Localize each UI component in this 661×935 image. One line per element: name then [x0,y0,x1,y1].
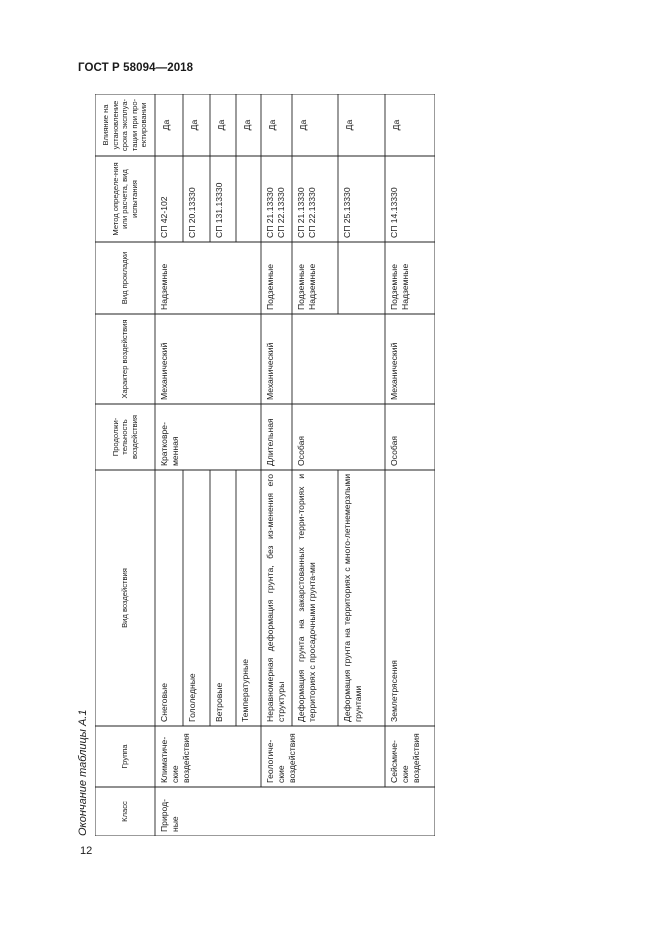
duration-special: Особая [296,435,306,466]
laying-both-geological: Подземные Надземные [296,263,317,310]
action-ice: Гололедные [187,673,197,722]
influence-permafrost: Да [344,119,354,131]
table-caption: Окончание таблицы А.1 [77,709,89,836]
influence-ice: Да [189,119,199,131]
header-method: Метод определе-ния или расчета, вид испытания [110,162,139,236]
method-sp-21-22-a: СП 21.13330 СП 22.13330 [265,187,286,238]
duration-long: Длительная [265,418,275,466]
method-sp-25: СП 25.13330 [342,187,352,238]
header-class: Класс [120,801,130,822]
header-laying: Вид прокладки [120,251,130,305]
influence-uneven: Да [267,119,277,131]
method-sp-20: СП 20.13330 [187,187,197,238]
action-earthquake: Землетрясения [389,660,399,722]
character-seismic: Механический [389,342,399,400]
method-sp-21-22-b: СП 21.13330 СП 22.13330 [296,187,317,238]
class-natural: Природ-ные [159,798,180,832]
character-climatic: Механический [159,342,169,400]
laying-both-seismic: Подземные Надземные [389,263,410,310]
method-sp-131: СП 131.13330 [214,182,224,238]
action-temperature: Температурные [240,659,250,722]
page-number: 12 [80,845,93,857]
action-karst-deformation: Деформация грунта на закарстованных терри-ториях и территориях с просадочными грунта-ми [296,474,317,722]
document-header: ГОСТ Р 58094—2018 [78,62,194,74]
laying-underground: Подземные [265,263,275,310]
group-geological: Геологиче-ские воздействия [265,733,297,783]
influence-wind: Да [216,119,226,131]
influence-temperature: Да [242,119,252,131]
header-character: Характер воздействия [120,319,130,399]
laying-overhead: Надземные [159,263,169,310]
table-rotated [95,94,435,836]
method-sp-14: СП 14.13330 [389,187,399,238]
header-duration: Продолжи-тельность воздействия [110,415,139,459]
action-wind: Ветровые [214,682,224,722]
header-influence: Влияние на установление срока эксплуа-тации при про-ектировании [101,98,149,152]
influence-karst: Да [298,119,308,131]
action-permafrost-deformation: Деформация грунта на территориях с много-летнемерзлыми грунтами [342,474,363,722]
group-climatic: Климатиче-ские воздействия [159,733,191,783]
influence-snow: Да [161,119,171,131]
group-seismic: Сейсмиче-ские воздействия [389,733,421,783]
method-sp-42-102: СП 42-102 [159,196,169,238]
duration-short: Кратковре-менная [159,422,180,466]
header-group: Группа [120,744,130,769]
duration-special-seismic: Особая [389,435,399,466]
action-snow: Снеговые [159,683,169,722]
header-action-type: Вид воздействия [120,568,130,628]
action-uneven-deformation: Неравномерная деформация грунта, без из-менения его структуры [265,474,286,722]
character-geological: Механический [265,342,275,400]
influence-earthquake: Да [391,119,401,131]
